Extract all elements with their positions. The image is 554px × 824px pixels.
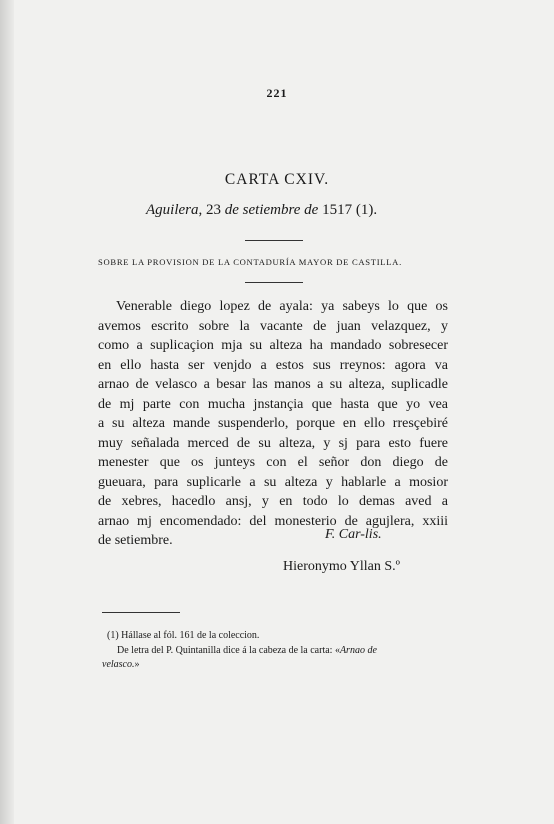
divider-top xyxy=(245,240,303,241)
body-line: avemos escrito sobre la vacante de juan velazquez, y xyxy=(98,318,448,334)
body-line: a su alteza mande suspenderlo, porque en ello rresçebiré xyxy=(98,416,448,431)
footnote-2-continuation xyxy=(102,658,447,673)
dateline-comma: , xyxy=(198,202,203,218)
divider-bottom xyxy=(245,282,303,283)
footnote-2-quote-end: velasco. xyxy=(102,659,135,670)
page-edge-shadow xyxy=(0,0,14,824)
body-line: de xebres, hacedlo ansj, y en todo lo demas aved a xyxy=(98,494,448,509)
dateline-day: 23 xyxy=(206,202,221,218)
body-line: en ello hasta ser venjdo a estos sus rreynos: agora va xyxy=(98,357,448,373)
dateline-footnote-ref: (1). xyxy=(355,202,378,218)
footnote-2-quote: Arnao de xyxy=(339,644,377,656)
body-line: de mj parte con mucha jnstançia que hasta que yo vea xyxy=(98,396,448,412)
page-number: 221 xyxy=(266,86,288,100)
body-line: como a suplicaçion mja su alteza ha mandado sobresecer xyxy=(98,338,448,353)
dateline-year: 1517 xyxy=(322,202,353,218)
body-line: muy señalada merced de su alteza, y sj para esto fuere xyxy=(98,435,448,451)
body-line: menester que os junteys con el señor don diego de xyxy=(98,455,448,470)
dateline-middle: de setiembre de xyxy=(224,202,319,218)
footnote-2 xyxy=(102,644,447,659)
body-line: gueuara, para suplicarle a su alteza y hablarle a mosior xyxy=(98,474,448,490)
dateline xyxy=(146,202,377,219)
letter-body xyxy=(98,297,448,551)
footnote-2-text: De letra del P. Quintanilla dice á la cabeza de la carta: « xyxy=(117,644,340,656)
letter-subject: SOBRE LA PROVISION DE LA CONTADURÍA MAYOR DE CASTILLA. xyxy=(98,257,402,267)
body-line: Venerable diego lopez de ayala: ya sabeys lo que os xyxy=(116,299,448,314)
footnotes xyxy=(102,629,447,673)
footnote-divider xyxy=(102,612,180,613)
body-line: arnao de velasco a besar las manos a su alteza, suplicadle xyxy=(98,377,448,392)
body-line: arnao mj encomendado: del monesterio de agujlera, xxiii xyxy=(98,513,448,529)
dateline-place: Aguilera xyxy=(146,202,199,218)
footnote-1: (1) Hállase al fól. 161 de la coleccion. xyxy=(107,630,260,641)
footnote-2-close: » xyxy=(134,659,140,670)
body-line: de setiembre. xyxy=(98,533,173,548)
letter-title: CARTA CXIV. xyxy=(224,171,330,188)
signature-secretary: Hieronymo Yllan S.º xyxy=(283,559,400,574)
signature-initials: F. Car-lis. xyxy=(325,527,382,542)
